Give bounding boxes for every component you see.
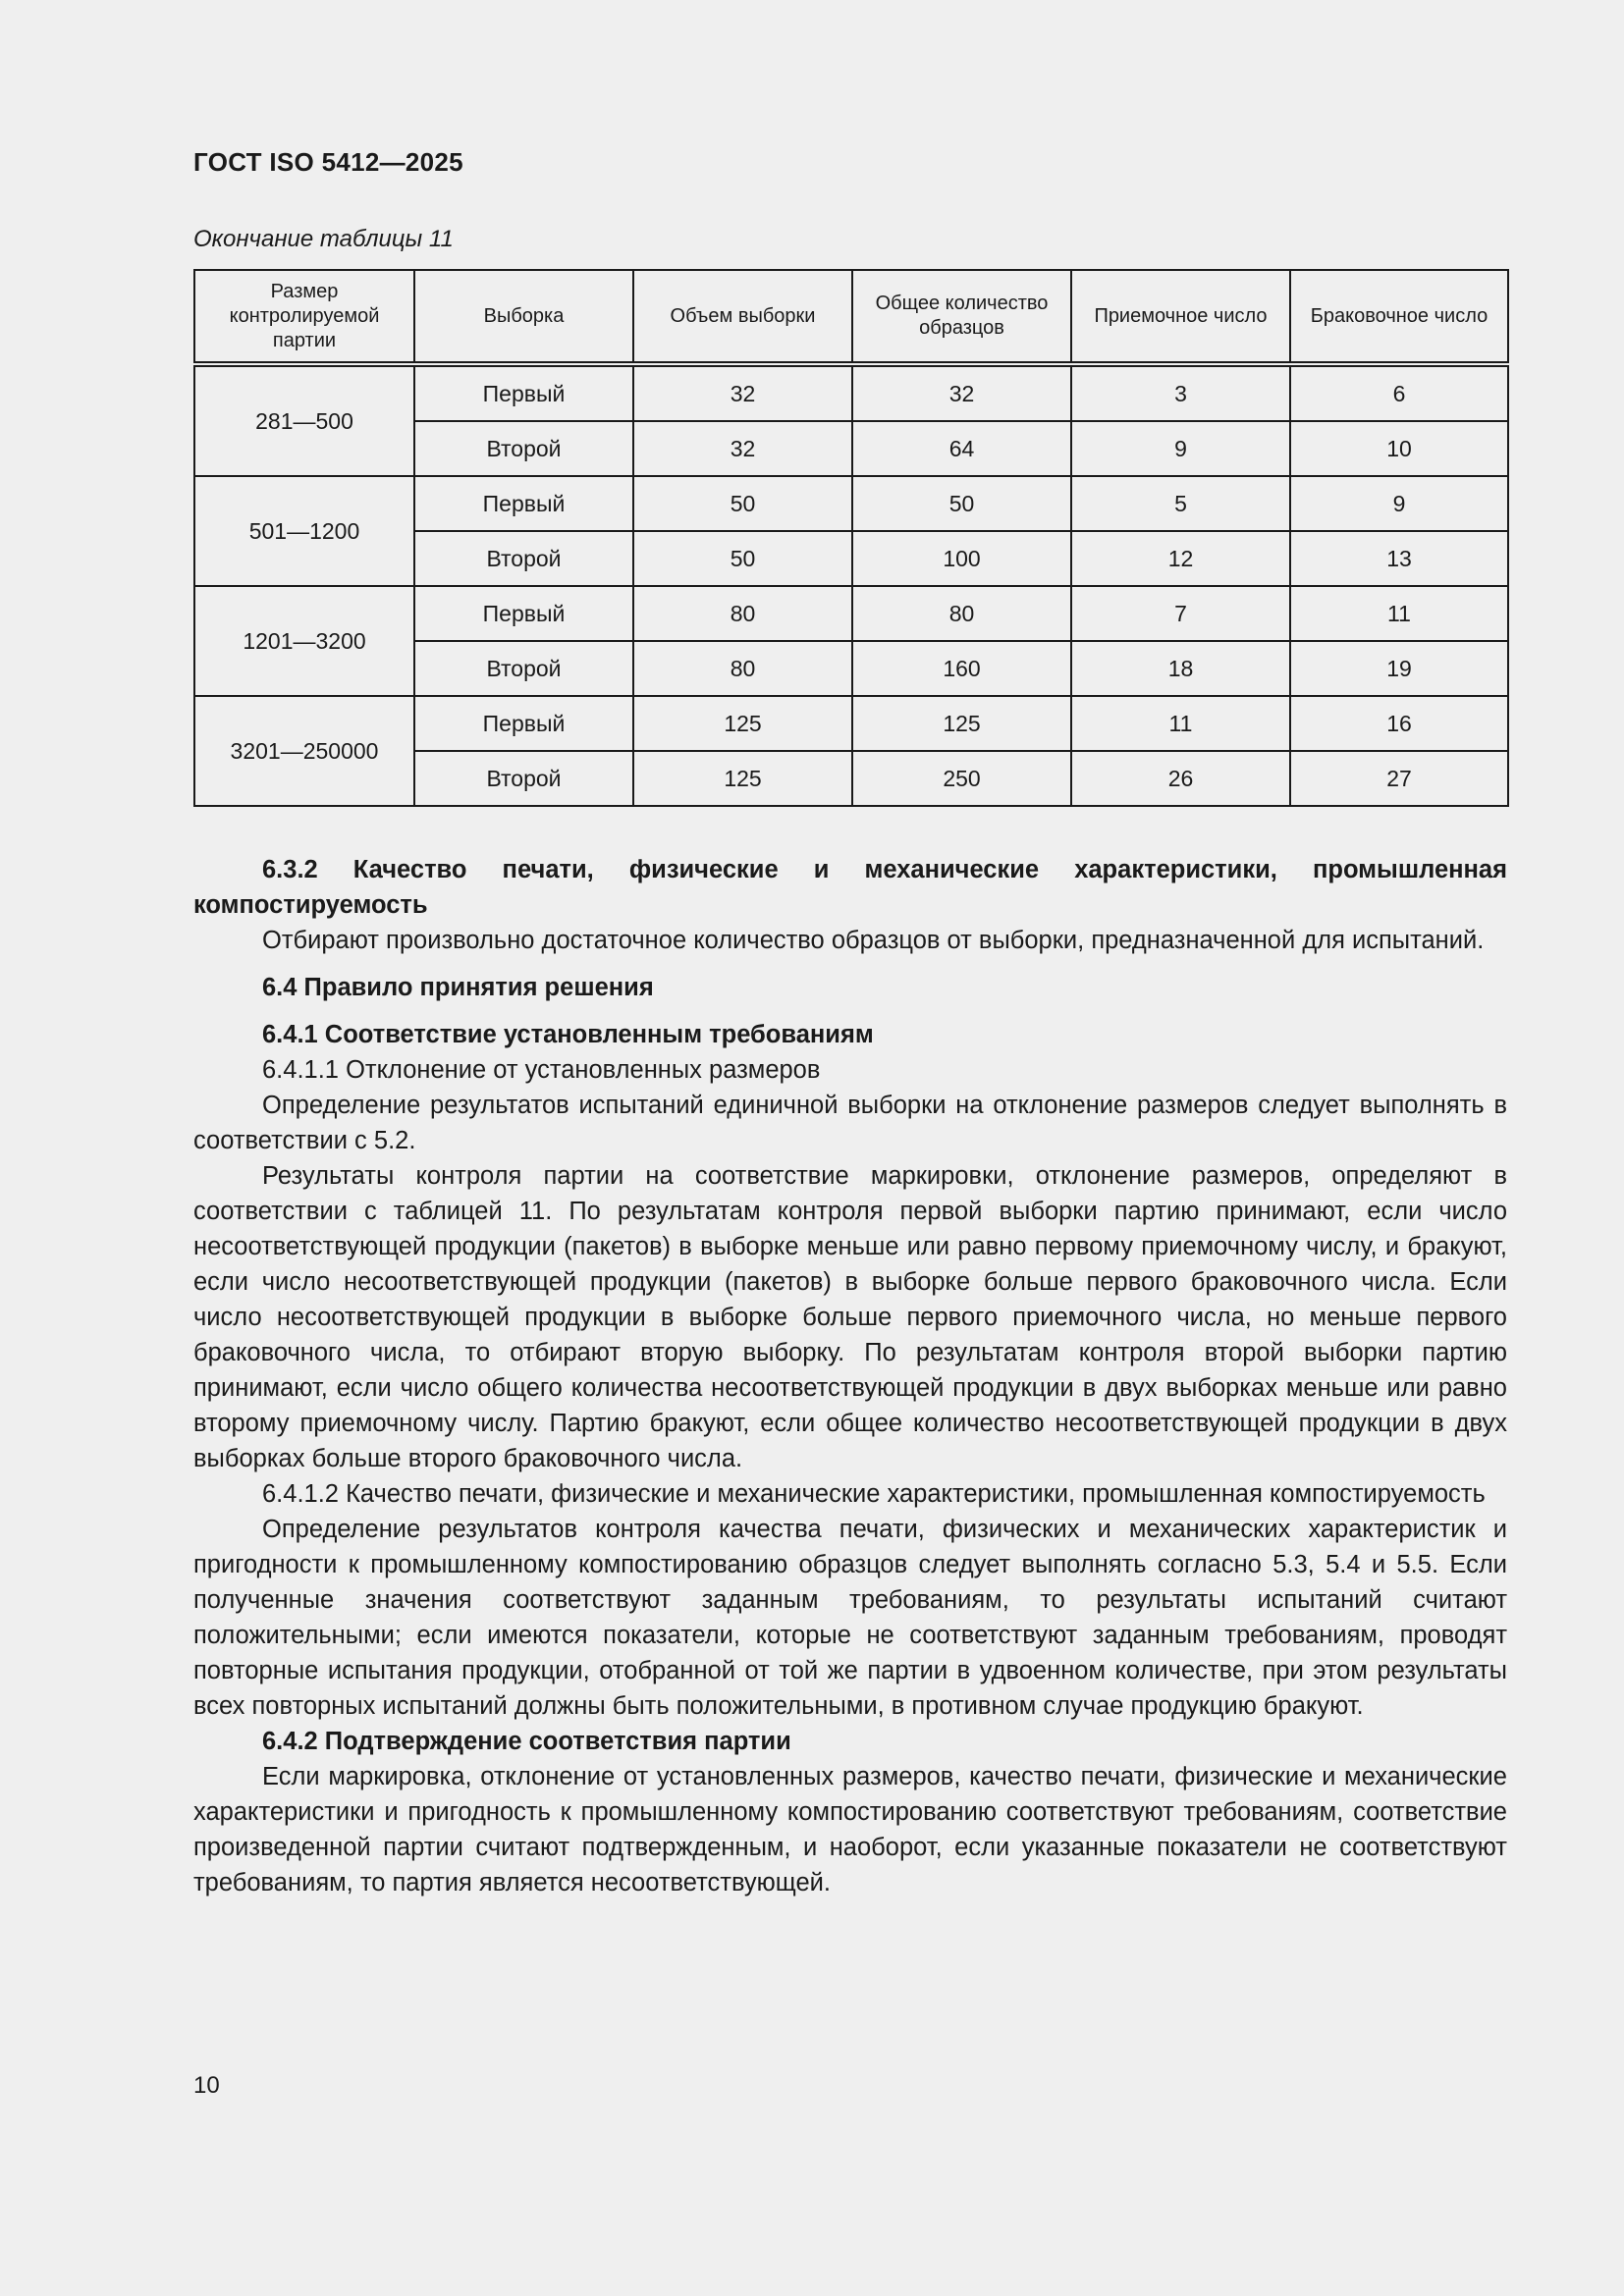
cell-sample: Первый xyxy=(414,696,633,751)
cell-sample-size: 32 xyxy=(633,421,852,476)
cell-rejection-number: 13 xyxy=(1290,531,1508,586)
table-header-row xyxy=(194,270,1508,364)
column-header-acceptance-number: Приемочное число xyxy=(1071,270,1290,364)
cell-sample: Второй xyxy=(414,641,633,696)
cell-lot-size: 3201—250000 xyxy=(194,696,414,806)
column-header-total-samples: Общее количество образцов xyxy=(852,270,1071,364)
cell-lot-size: 1201—3200 xyxy=(194,586,414,696)
cell-sample-size: 125 xyxy=(633,696,852,751)
cell-sample: Первый xyxy=(414,586,633,641)
cell-sample-size: 32 xyxy=(633,364,852,421)
cell-rejection-number: 27 xyxy=(1290,751,1508,806)
cell-total-samples: 50 xyxy=(852,476,1071,531)
cell-total-samples: 160 xyxy=(852,641,1071,696)
cell-sample: Второй xyxy=(414,751,633,806)
body-paragraph: Если маркировка, отклонение от установленных размеров, качество печати, физические и механические характеристики и пригодность к промышленному компостированию соответствуют требованиям, соответствие произведенной партии считают подтвержденным, и наоборот, если указанные показатели не соответствуют требованиям, то партия является несоответствующей. xyxy=(193,1763,1507,1896)
section-heading: 6.4 Правило принятия решения xyxy=(262,974,654,1001)
cell-rejection-number: 9 xyxy=(1290,476,1508,531)
cell-acceptance-number: 26 xyxy=(1071,751,1290,806)
body-paragraph: 6.4.1.1 Отклонение от установленных размеров xyxy=(262,1056,821,1084)
sampling-table xyxy=(193,269,1509,807)
column-header-sample-size: Объем выборки xyxy=(633,270,852,364)
table-row xyxy=(194,586,1508,641)
body-paragraph: Результаты контроля партии на соответствие маркировки, отклонение размеров, определяют в соответствии с таблицей 11. По результатам контроля первой выборки партию принимают, если число несоответствующей продукции (пакетов) в выборке меньше или равно первому приемочному числу, и бракуют, если число несоответствующей продукции (пакетов) в выборке больше первого браковочного числа. Если число несоответствующей продукции в выборке больше первого приемочного числа, но меньше первого браковочного числа, то отбирают вторую выборку. По результатам контроля второй выборки партию принимают, если число общего количества несоответствующей продукции в двух выборках меньше или равно второму приемочному числу. Партию бракуют, если общее количество несоответствующей продукции в двух выборках больше второго браковочного числа. xyxy=(193,1162,1507,1472)
cell-sample: Второй xyxy=(414,421,633,476)
section-heading: 6.4.2 Подтверждение соответствия партии xyxy=(262,1728,791,1755)
cell-acceptance-number: 12 xyxy=(1071,531,1290,586)
cell-lot-size: 501—1200 xyxy=(194,476,414,586)
section-heading: 6.4.1 Соответствие установленным требованиям xyxy=(262,1021,874,1048)
body-paragraph: Отбирают произвольно достаточное количество образцов от выборки, предназначенной для испытаний. xyxy=(262,927,1485,954)
cell-sample-size: 125 xyxy=(633,751,852,806)
cell-total-samples: 64 xyxy=(852,421,1071,476)
cell-sample-size: 80 xyxy=(633,586,852,641)
cell-total-samples: 250 xyxy=(852,751,1071,806)
table-caption: Окончание таблицы 11 xyxy=(193,226,454,252)
cell-rejection-number: 10 xyxy=(1290,421,1508,476)
body-paragraph: Определение результатов контроля качества печати, физических и механических характеристик и пригодности к промышленному компостированию образцов следует выполнять согласно 5.3, 5.4 и 5.5. Если полученные значения соответствуют заданным требованиям, то результаты испытаний считают положительными; если имеются показатели, которые не соответствуют заданным требованиям, проводят повторные испытания продукции, отобранной от той же партии в удвоенном количестве, при этом результаты всех повторных испытаний должны быть положительными, в противном случае продукцию бракуют. xyxy=(193,1516,1507,1720)
body-paragraph: 6.4.1.2 Качество печати, физические и механические характеристики, промышленная компостируемость xyxy=(262,1480,1486,1508)
document-header: ГОСТ ISO 5412—2025 xyxy=(193,147,463,177)
section-heading: 6.3.2 Качество печати, физические и механические характеристики, промышленная компостируемость xyxy=(193,856,1507,919)
table-row xyxy=(194,476,1508,531)
column-header-lot-size: Размер контролируемой партии xyxy=(194,270,414,364)
cell-acceptance-number: 3 xyxy=(1071,364,1290,421)
cell-acceptance-number: 9 xyxy=(1071,421,1290,476)
cell-rejection-number: 11 xyxy=(1290,586,1508,641)
page-number: 10 xyxy=(193,2072,220,2099)
cell-sample: Первый xyxy=(414,364,633,421)
cell-lot-size: 281—500 xyxy=(194,364,414,476)
column-header-sample: Выборка xyxy=(414,270,633,364)
cell-acceptance-number: 7 xyxy=(1071,586,1290,641)
cell-rejection-number: 6 xyxy=(1290,364,1508,421)
cell-sample: Первый xyxy=(414,476,633,531)
cell-total-samples: 32 xyxy=(852,364,1071,421)
body-paragraph: Определение результатов испытаний единичной выборки на отклонение размеров следует выполнять в соответствии с 5.2. xyxy=(193,1092,1507,1154)
cell-acceptance-number: 11 xyxy=(1071,696,1290,751)
cell-total-samples: 100 xyxy=(852,531,1071,586)
cell-rejection-number: 19 xyxy=(1290,641,1508,696)
table-row xyxy=(194,696,1508,751)
cell-sample: Второй xyxy=(414,531,633,586)
cell-sample-size: 80 xyxy=(633,641,852,696)
cell-total-samples: 80 xyxy=(852,586,1071,641)
cell-acceptance-number: 18 xyxy=(1071,641,1290,696)
cell-acceptance-number: 5 xyxy=(1071,476,1290,531)
cell-sample-size: 50 xyxy=(633,476,852,531)
cell-rejection-number: 16 xyxy=(1290,696,1508,751)
cell-sample-size: 50 xyxy=(633,531,852,586)
table-row xyxy=(194,364,1508,421)
column-header-rejection-number: Браковочное число xyxy=(1290,270,1508,364)
document-body-text xyxy=(193,852,1507,1900)
table-body xyxy=(194,364,1508,806)
cell-total-samples: 125 xyxy=(852,696,1071,751)
